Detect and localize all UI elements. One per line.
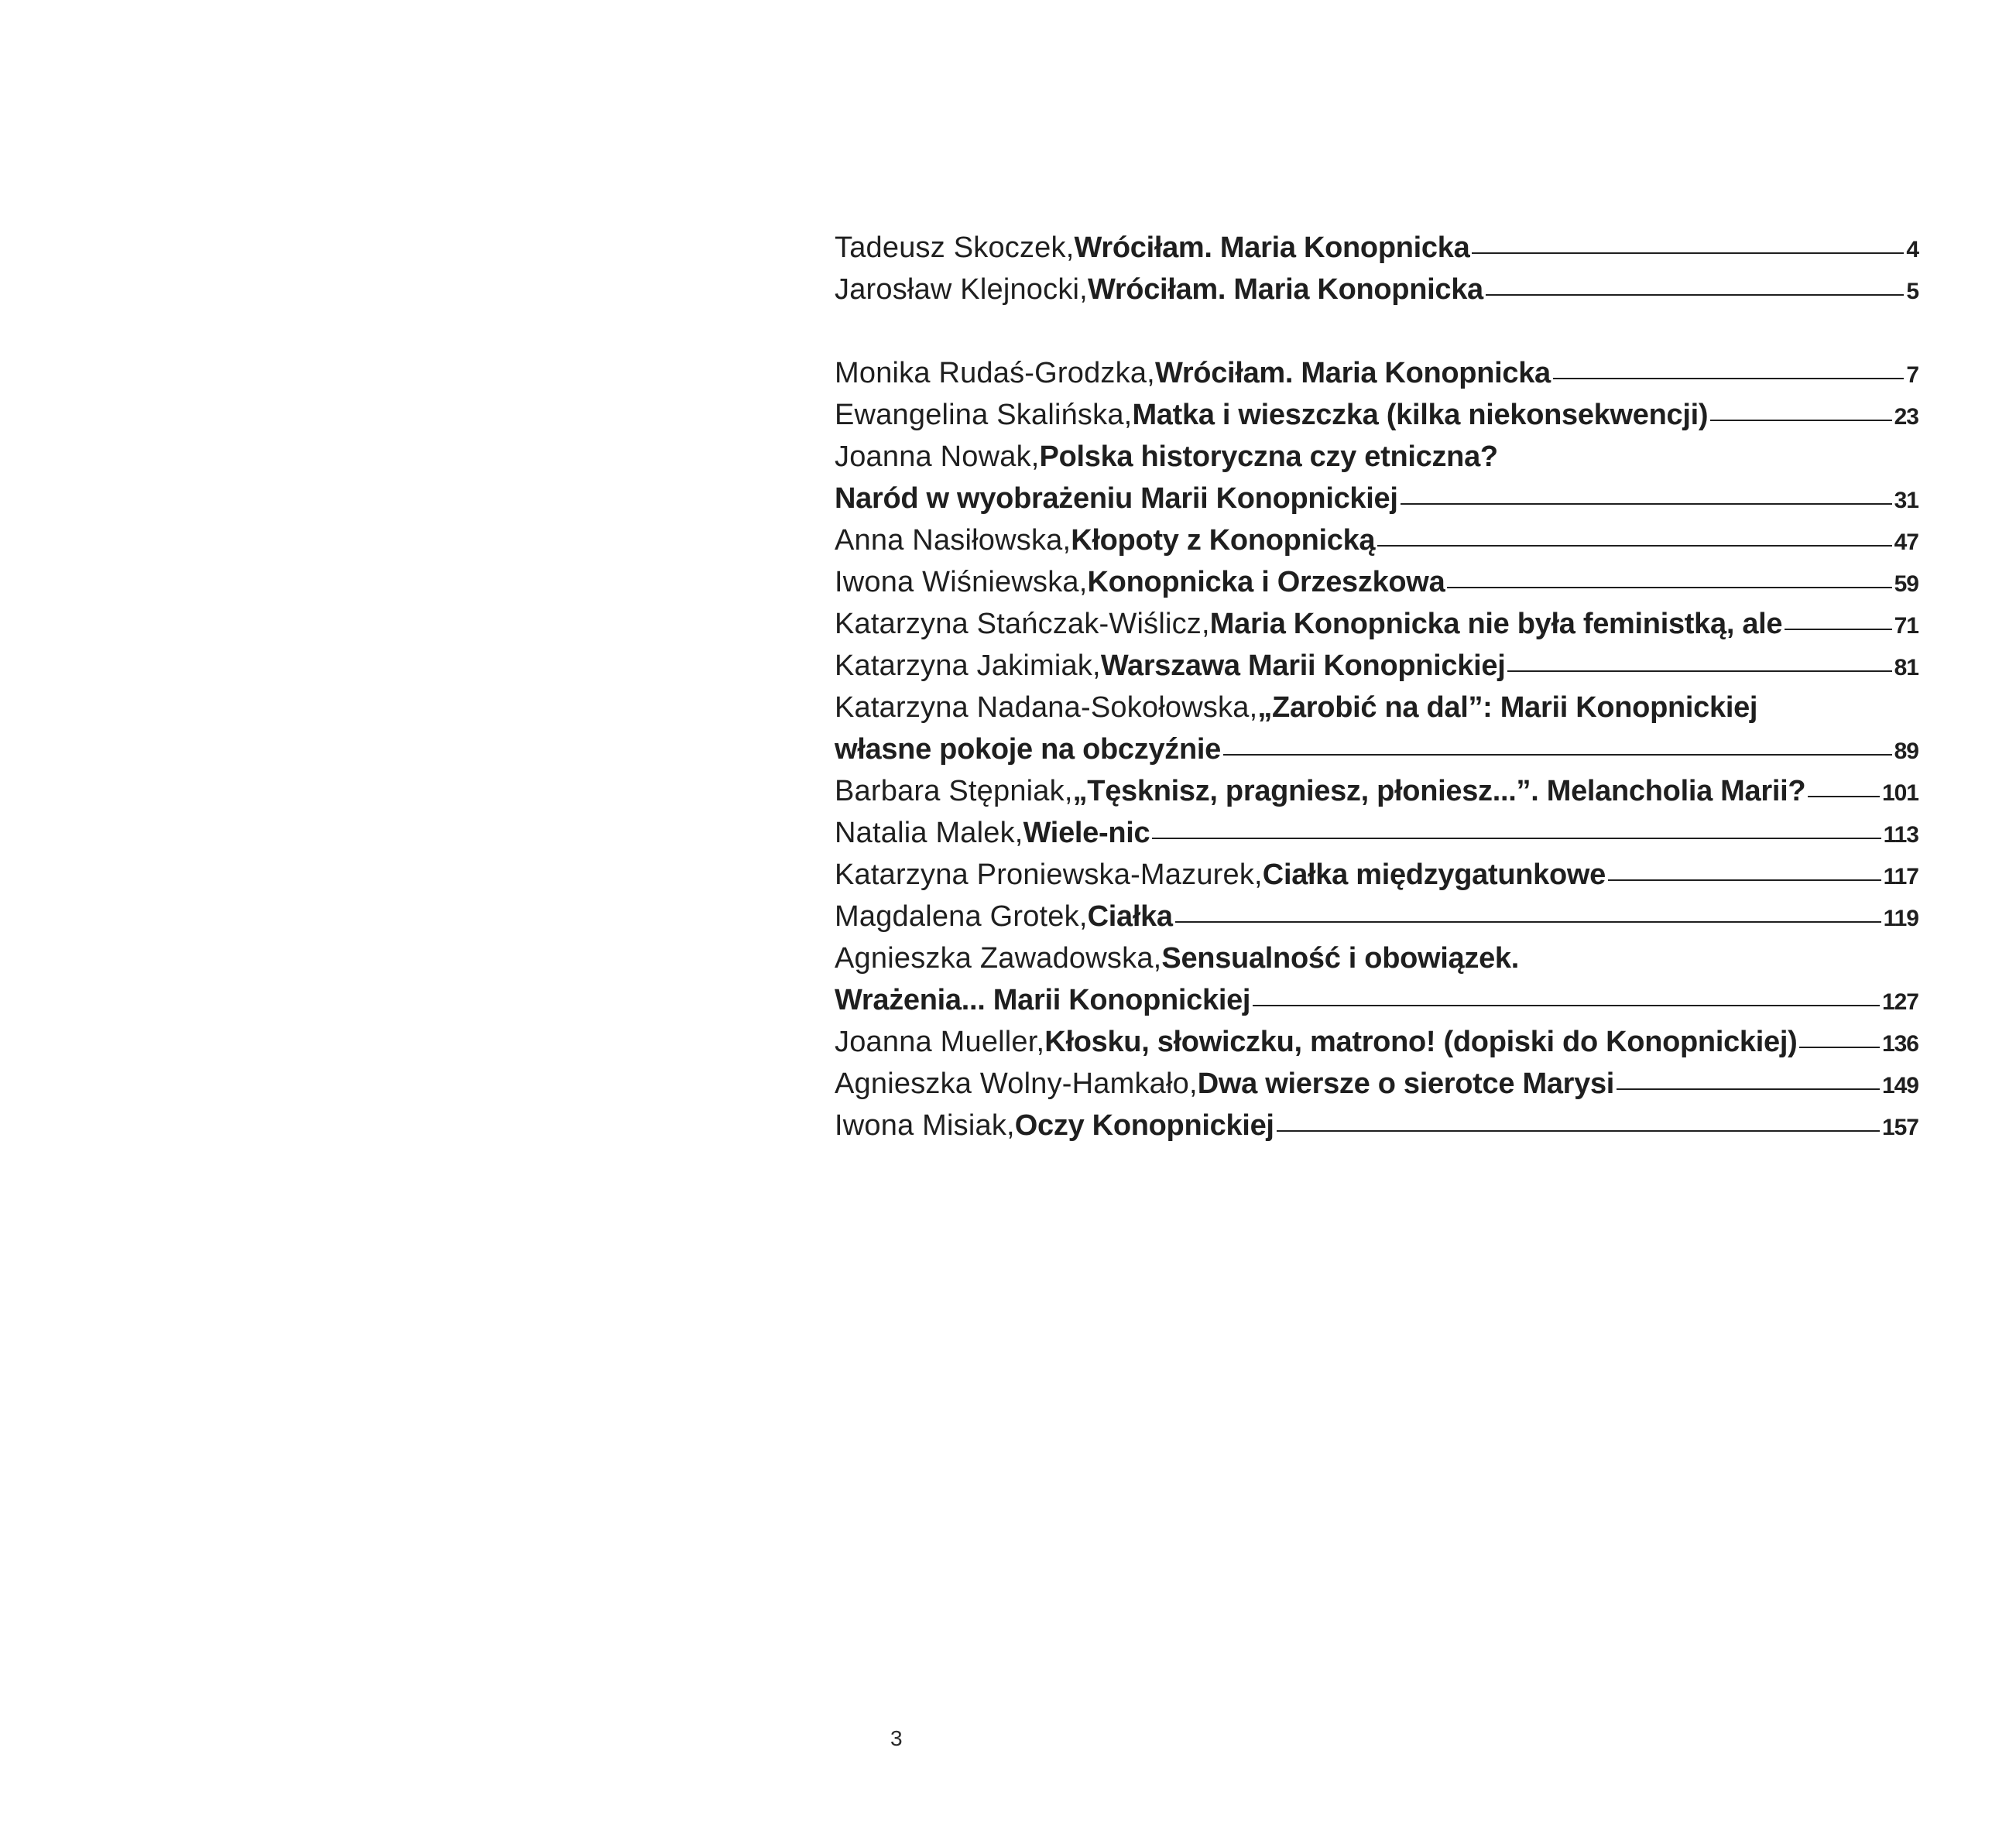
toc-page-number: 136 — [1881, 1031, 1918, 1057]
toc-leader-rule — [1710, 420, 1891, 421]
toc-author: Magdalena Grotek, — [835, 900, 1088, 933]
toc-leader-rule — [1608, 879, 1881, 881]
toc-title: własne pokoje na obczyźnie — [835, 733, 1222, 766]
toc-author: Katarzyna Nadana-Sokołowska, — [835, 691, 1258, 724]
toc-title: Wróciłam. Maria Konopnicka — [1087, 273, 1483, 306]
toc-entry — [835, 1063, 1918, 1105]
toc-entry — [835, 896, 1918, 937]
toc-title: Oczy Konopnickiej — [1014, 1109, 1274, 1142]
toc-title: Sensualność i obowiązek. — [1161, 942, 1520, 975]
toc-entry — [835, 394, 1918, 436]
toc-leader-rule — [1152, 838, 1881, 839]
toc-leader-rule — [1507, 670, 1891, 672]
toc-page-number: 59 — [1894, 571, 1918, 597]
toc-page-number: 47 — [1894, 529, 1918, 555]
toc-page-number: 117 — [1883, 864, 1918, 889]
toc-entry — [835, 770, 1918, 812]
toc-author: Katarzyna Jakimiak, — [835, 649, 1101, 682]
toc-page-number: 127 — [1881, 989, 1918, 1015]
toc-leader-rule — [1486, 294, 1904, 296]
toc-leader-rule — [1785, 629, 1891, 630]
toc-title: „Zarobić na dal”: Marii Konopnickiej — [1257, 691, 1758, 724]
toc-title: Naród w wyobrażeniu Marii Konopnickiej — [835, 482, 1398, 515]
toc-title: Ciałka międzygatunkowe — [1262, 858, 1606, 891]
toc-leader-rule — [1472, 252, 1904, 254]
toc-page-number: 5 — [1906, 279, 1918, 304]
toc-page-number: 101 — [1881, 780, 1918, 806]
toc-title: Wrażenia... Marii Konopnickiej — [835, 984, 1251, 1016]
toc-author: Monika Rudaś-Grodzka, — [835, 357, 1155, 389]
toc-entry — [835, 352, 1918, 394]
group-spacer — [835, 310, 1918, 352]
toc-author: Natalia Malek, — [835, 817, 1023, 849]
table-of-contents — [835, 227, 1918, 1146]
toc-entry — [835, 436, 1918, 478]
toc-leader-rule — [1401, 503, 1892, 505]
toc-title: Dwa wiersze o sierotce Marysi — [1197, 1068, 1615, 1100]
toc-author: Katarzyna Stańczak-Wiślicz, — [835, 608, 1210, 640]
toc-entry — [835, 728, 1918, 770]
toc-title: Warszawa Marii Konopnickiej — [1100, 649, 1506, 682]
toc-page-number: 89 — [1894, 739, 1918, 764]
toc-entry — [835, 687, 1918, 728]
toc-entry — [835, 854, 1918, 896]
toc-entry — [835, 269, 1918, 310]
toc-author: Joanna Mueller, — [835, 1026, 1045, 1058]
toc-page-number: 7 — [1906, 362, 1918, 388]
toc-page-number: 149 — [1881, 1073, 1918, 1098]
toc-leader-rule — [1617, 1088, 1880, 1090]
toc-author: Iwona Misiak, — [835, 1109, 1015, 1142]
toc-leader-rule — [1175, 921, 1881, 923]
toc-author: Katarzyna Proniewska-Mazurek, — [835, 858, 1263, 891]
toc-leader-rule — [1553, 378, 1904, 379]
toc-entry — [835, 812, 1918, 854]
page-number: 3 — [890, 1726, 903, 1750]
toc-leader-rule — [1253, 1005, 1880, 1006]
toc-title: Wiele-nic — [1023, 817, 1150, 849]
toc-title: Wróciłam. Maria Konopnicka — [1154, 357, 1551, 389]
toc-page-number: 119 — [1883, 906, 1918, 931]
toc-entry — [835, 937, 1918, 979]
toc-page-number: 23 — [1894, 404, 1918, 430]
toc-entry — [835, 645, 1918, 687]
toc-page-number: 157 — [1881, 1115, 1918, 1140]
toc-title: Kłopoty z Konopnicką — [1071, 524, 1376, 557]
toc-leader-rule — [1377, 545, 1891, 547]
toc-page-number: 31 — [1894, 488, 1918, 513]
toc-entry — [835, 227, 1918, 269]
toc-title: Wróciłam. Maria Konopnicka — [1074, 231, 1470, 264]
toc-title: Maria Konopnicka nie była feministką, ale — [1209, 608, 1783, 640]
toc-author: Agnieszka Zawadowska, — [835, 942, 1162, 975]
toc-title: Konopnicka i Orzeszkowa — [1087, 566, 1445, 598]
toc-author: Jarosław Klejnocki, — [835, 273, 1088, 306]
toc-entry — [835, 561, 1918, 603]
toc-title: Matka i wieszczka (kilka niekonsekwencji) — [1132, 399, 1709, 431]
toc-author: Iwona Wiśniewska, — [835, 566, 1088, 598]
toc-entry — [835, 519, 1918, 561]
toc-author: Anna Nasiłowska, — [835, 524, 1071, 557]
toc-title: Polska historyczna czy etniczna? — [1039, 440, 1498, 473]
toc-page-number: 113 — [1883, 822, 1918, 848]
toc-entry — [835, 1021, 1918, 1063]
toc-title: „Tęsknisz, pragniesz, płoniesz...”. Melancholia Marii? — [1072, 775, 1806, 807]
toc-leader-rule — [1808, 796, 1880, 797]
toc-author: Barbara Stępniak, — [835, 775, 1073, 807]
toc-title: Kłosku, słowiczku, matrono! (dopiski do Konopnickiej) — [1044, 1026, 1798, 1058]
toc-page-number: 71 — [1894, 613, 1918, 639]
toc-entry — [835, 1105, 1918, 1146]
toc-leader-rule — [1277, 1130, 1880, 1132]
toc-page-number: 4 — [1906, 237, 1918, 262]
toc-leader-rule — [1799, 1047, 1879, 1048]
toc-entry — [835, 603, 1918, 645]
toc-author: Tadeusz Skoczek, — [835, 231, 1075, 264]
toc-author: Agnieszka Wolny-Hamkało, — [835, 1068, 1198, 1100]
toc-title: Ciałka — [1087, 900, 1173, 933]
toc-author: Ewangelina Skalińska, — [835, 399, 1133, 431]
toc-leader-rule — [1447, 587, 1891, 588]
toc-page-number: 81 — [1894, 655, 1918, 680]
toc-entry — [835, 478, 1918, 519]
toc-author: Joanna Nowak, — [835, 440, 1040, 473]
toc-leader-rule — [1223, 754, 1892, 756]
toc-entry — [835, 979, 1918, 1021]
